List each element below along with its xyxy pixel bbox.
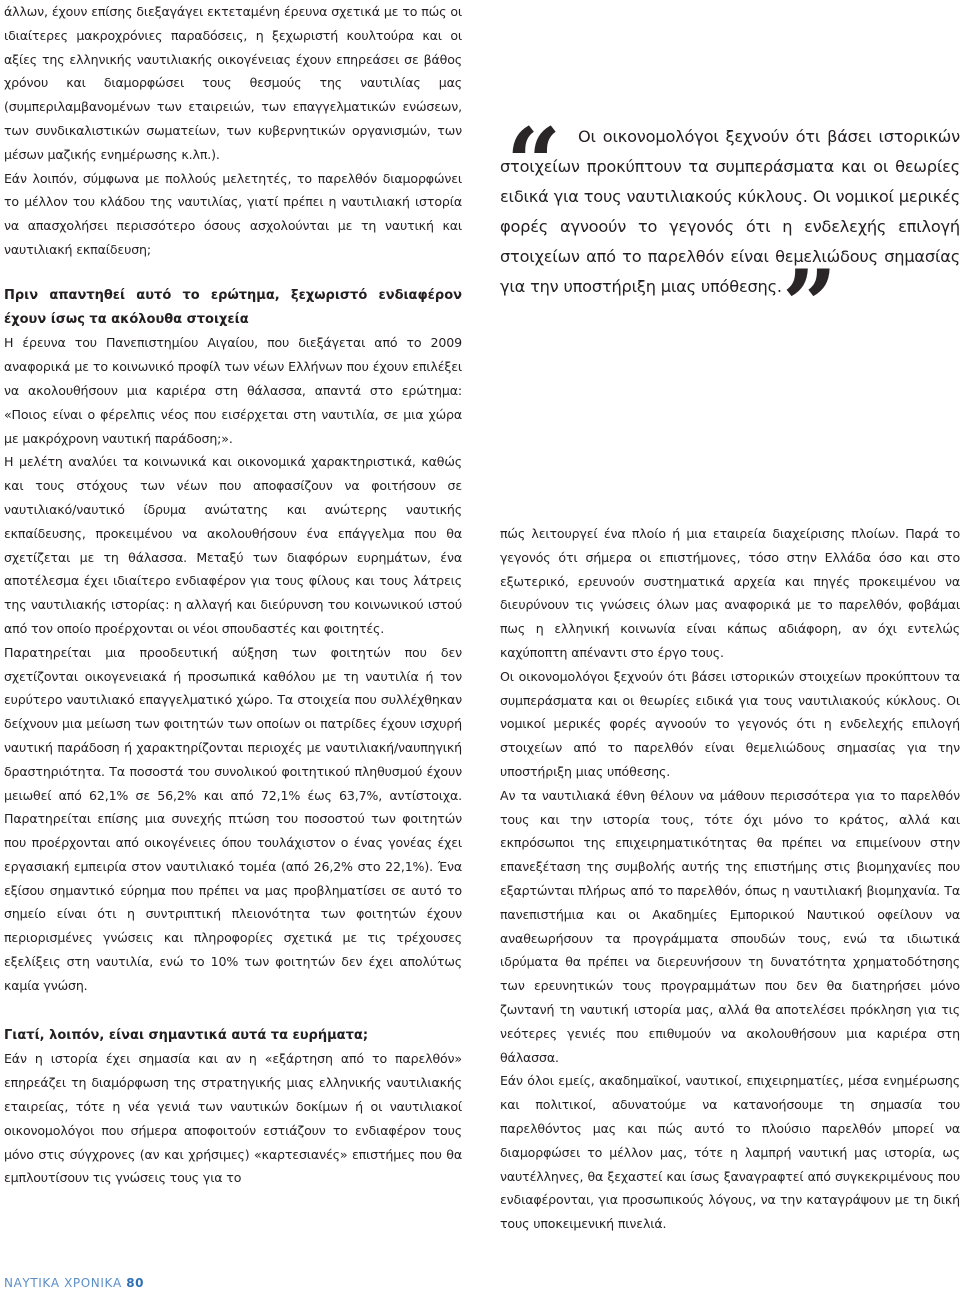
section-heading: Γιατί, λοιπόν, είναι σημαντικά αυτά τα ευρήματα; [4,1027,369,1043]
body-paragraph: Εάν λοιπόν, σύμφωνα με πολλούς μελετητές, το παρελθόν διαμορφώνει το μέλλον του κλάδου της ναυτιλίας, γιατί πρέπει η ναυτιλιακή ιστορία να απασχολήσει περισσότερο όσους ασχολούνται με τη ναυτική και ναυτιλιακή εκπαίδευση; [4,170,462,257]
publication-name: ΝΑΥΤΙΚΑ ΧΡΟΝΙΚΑ [4,1276,122,1290]
right-column [500,522,960,1236]
body-paragraph: Η μελέτη αναλύει τα κοινωνικά και οικονομικά χαρακτηριστικά, καθώς και τους στόχους των νέων που αποφασίζουν να φοιτήσουν σε ναυτιλιακό/ναυτικό ίδρυμα ανώτατης και ανώτερης ναυτικής εκπαίδευσης, προκειμένου να ακολουθήσουν ένα επάγγελμα που θα σχετίζεται με τη θάλασσα. Μεταξύ των διαφόρων ευρημάτων, ένα αποτέλεσμα έχει ιδιαίτερο ενδιαφέρον για τους φίλους και τους λάτρεις της ναυτιλιακής ιστορίας: η αλλαγή και διεύρυνση του κοινωνικού ιστού από τον οποίο προέρχονται οι νέοι σπουδαστές και φοιτητές. [4,454,462,636]
body-paragraph: Εάν η ιστορία έχει σημασία και αν η «εξάρτηση από το παρελθόν» επηρεάζει τη διαμόρφωση της στρατηγικής μιας ελληνικής ναυτιλιακής εταιρείας, τότε η νέα γενιά των ναυτικών δοκίμων ή οι ναυτιλιακοί οικονομολόγοι που σήμερα αποφοιτούν εστιάζουν το ενδιαφέρον τους μόνο στις σύγχρονες (αν και χρήσιμες) «καρτεσιανές» επιστήμες που θα εμπλουτίσουν τις γνώσεις τους για το [4,1051,462,1186]
open-quote-icon: “ [506,107,562,220]
body-paragraph: Παρατηρείται μια προοδευτική αύξηση των φοιτητών που δεν σχετίζονται οικογενειακά ή προσωπικά καθόλου με τη ναυτιλία ή τον ευρύτερο ναυτιλιακό επαγγελματικό χώρο. Τα στοιχεία που συλλέχθηκαν δείχνουν μια μείωση των φοιτητών των οποίων οι πατρίδες έχουν ισχυρή ναυτική παράδοση ή χαρακτηρίζονται περιοχές με ναυτιλιακή/ναυπηγική δραστηριότητα. Τα ποσοστά του συνολικού φοιτητικού πληθυσμού έχουν μειωθεί από 62,1% σε 56,2% και από 72,1% έως 63,7%, αντίστοιχα. Παρατηρείται επίσης μια συνεχής πτώση του ποσοστού των φοιτητών που προέρχονται από οικογένειες όπου τουλάχιστον ο ένας γονέας έχει εργασιακή εμπειρία στον ναυτιλιακό τομέα (από 26,2% στο 22,1%). Ένα εξίσου σημαντικό εύρημα που πρέπει να μας προβληματίσει σε αυτό το σημείο είναι ότι η συντριπτική πλειονότητα των φοιτητών έχουν περιορισμένες γνώσεις και πληροφορίες σχετικά με τις τρέχουσες εξελίξεις στη ναυτιλία, ενώ το 10% των φοιτητών δεν έχει απολύτως καμία γνώση. [4,644,462,993]
body-paragraph: Εάν όλοι εμείς, ακαδημαϊκοί, ναυτικοί, επιχειρηματίες, μέσα ενημέρωσης και πολιτικοί, αδυνατούμε να κατανοήσουμε τη σημασία του παρελθόντος μας και πώς αυτό το πλούσιο παρελθόν μπορεί να διαμορφώσει το μέλλον μας, τότε η λαμπρή ναυτική μας ιστορία, ως ναυτέλληνες, θα ξεχαστεί και ίσως ξαναγραφτεί από συγκεκριμένους που ενδιαφέρονται, για προσωπικούς λόγους, να την καταγράψουν με τη δική τους υποκειμενική πινελιά. [500,1073,960,1232]
pull-quote-text: Οι οικονομολόγοι ξεχνούν ότι βάσει ιστορικών στοιχείων προκύπτουν τα συμπεράσματα και οι θεωρίες ειδικά για τους ναυτιλιακούς κύκλους. Οι νομικοί μερικές φορές αγνοούν το γεγονός ότι η ενδελεχής επιλογή στοιχείων από το παρελθόν είναι θεμελιώδους σημασίας για την υποστήριξη μιας υπόθεσης. [500,127,960,296]
page-footer [4,1276,144,1290]
pull-quote [500,107,960,362]
body-paragraph: πώς λειτουργεί ένα πλοίο ή μια εταιρεία διαχείρισης πλοίων. Παρά το γεγονός ότι σήμερα οι επιστήμονες, τόσο στην Ελλάδα όσο και στο εξωτερικό, ερευνούν συστηματικά αρχεία και πηγές προκειμένου να διευρύνουν τις γνώσεις όλων μας αναφορικά με το παρελθόν, φοβάμαι πως η ελληνική κοινωνία είναι κάπως αδιάφορη, αν όχι εντελώς καχύποπτη απέναντι στο έργο τους. [500,526,960,660]
close-quote-icon: ” [782,249,838,362]
body-paragraph: Αν τα ναυτιλιακά έθνη θέλουν να μάθουν περισσότερα για το παρελθόν τους και την ιστορία τους, τότε όχι μόνο το κράτος, αλλά και εκπρόσωποι της επιχειρηματικότητας θα πρέπει να επιμείνουν στην επανεξέταση της συμβολής αυτής της επιστήμης στις βιομηχανίες που εξαρτώνται πλήρως από το παρελθόν, όπως η ναυτιλιακή βιομηχανία. Τα πανεπιστήμια και οι Ακαδημίες Εμπορικού Ναυτικού οφείλουν να αναθεωρήσουν τα προγράμματα σπουδών τους, ενώ τα ιδιωτικά ιδρύματα θα πρέπει να διερευνήσουν τη δυνατότητα χρηματοδότησης των ερευνητικών τους προγραμμάτων που δεν θα διατηρήσει μόνο ζωντανή τη ναυτική ιστορία μας, αλλά θα αποτελέσει πρόκληση για τις νεότερες γενιές που επιθυμούν να ακολουθήσουν μια καριέρα στη θάλασσα. [500,787,960,1065]
body-paragraph: Οι οικονομολόγοι ξεχνούν ότι βάσει ιστορικών στοιχείων προκύπτουν τα συμπεράσματα και οι θεωρίες ειδικά για τους ναυτιλιακούς κύκλους. Οι νομικοί μερικές φορές αγνοούν το γεγονός ότι η ενδελεχής επιλογή στοιχείων από το παρελθόν είναι θεμελιώδους σημασίας για την υποστήριξη μιας υπόθεσης. [500,668,960,779]
body-paragraph: άλλων, έχουν επίσης διεξαγάγει εκτεταμένη έρευνα σχετικά με το πώς οι ιδιαίτερες μακροχρόνιες παραδόσεις, η ξεχωριστή κουλτούρα και οι αξίες της ελληνικής ναυτιλιακής οικογένειας έχουν επηρεάσει σε βάθος χρόνου και διαμορφώσει τους θεσμούς της ναυτιλίας μας (συμπεριλαμβανομένων των εταιρειών, των επαγγελματικών ενώσεων, των συνδικαλιστικών σωματείων, των κυβερνητικών οργανισμών, των μέσων μαζικής ενημέρωσης κ.λπ.). [4,4,462,162]
section-heading: Πριν απαντηθεί αυτό το ερώτημα, ξεχωριστό ενδιαφέρον έχουν ίσως τα ακόλουθα στοιχεία [4,287,462,327]
page-number: 80 [126,1276,145,1290]
body-paragraph: Η έρευνα του Πανεπιστημίου Αιγαίου, που διεξάγεται από το 2009 αναφορικά με το κοινωνικό προφίλ των νέων Ελλήνων που έχουν επιλέξει να ακολουθήσουν μια καριέρα στη θάλασσα, απαντά στο ερώτημα: «Ποιος είναι ο φέρελπις νέος που εισέρχεται στη ναυτιλία, σε μια χώρα με μακρόχρονη ναυτική παράδοση;». [4,335,462,446]
left-column [4,0,462,1190]
